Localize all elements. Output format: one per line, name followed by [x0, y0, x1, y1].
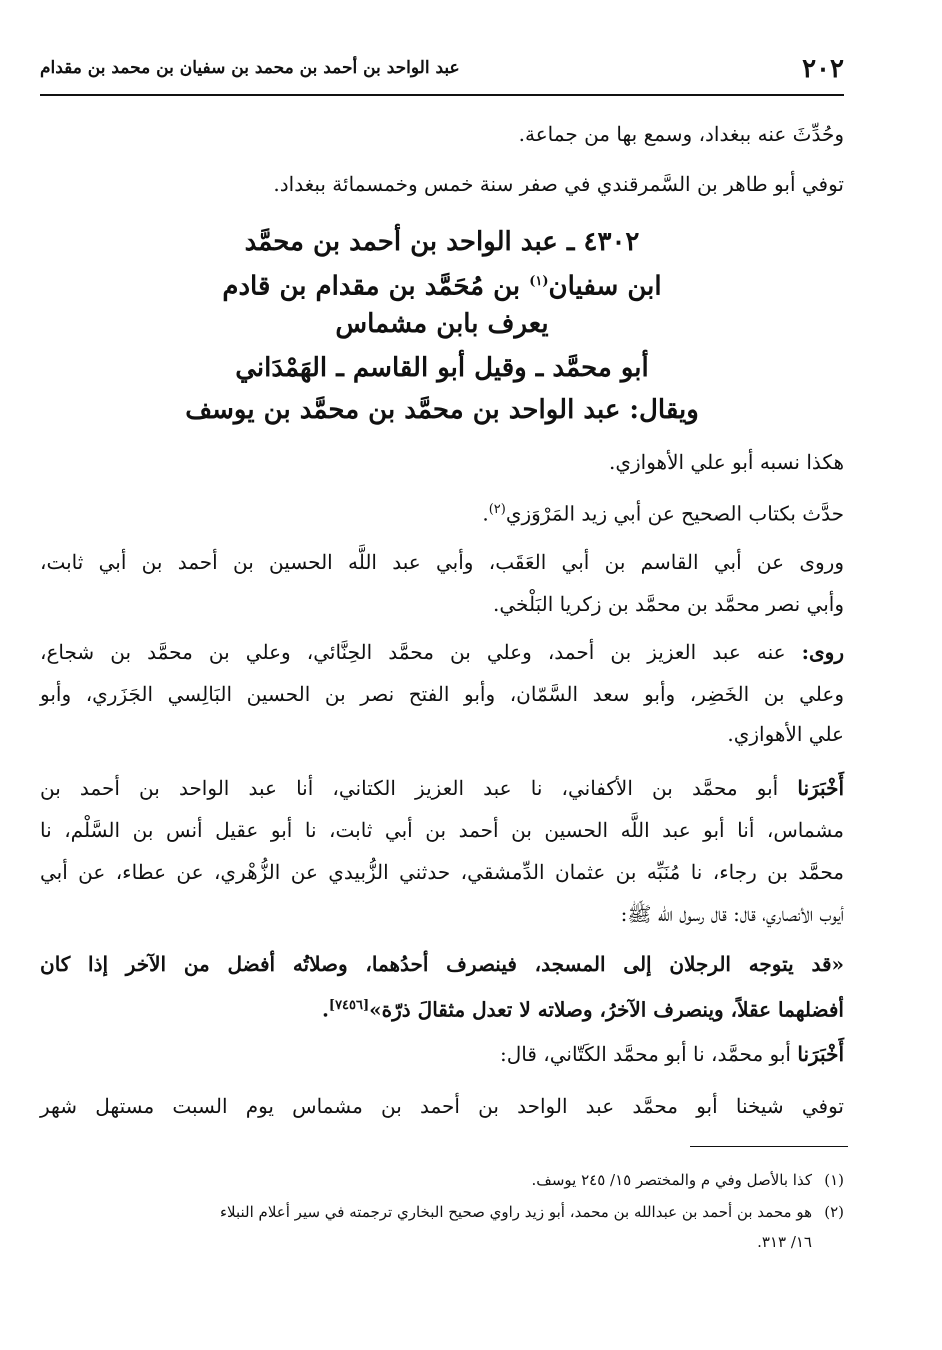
text-line: علي الأهوازي. [727, 722, 844, 746]
entry-heading-line: يعرف بابن مشماس [335, 309, 549, 339]
text-line: وحُدِّثَ عنه ببغداد، وسمع بها من جماعة. [518, 122, 844, 146]
footnote-marker: (٢) [488, 502, 506, 517]
text-line: توفي شيخنا أبو محمَّد عبد الواحد بن أحمد بن مشماس يوم السبت مستهل شهر [40, 1094, 844, 1118]
text-line: توفي أبو طاهر بن السَّمرقندي في صفر سنة خمس وخمسمائة ببغداد. [273, 172, 844, 196]
running-title: عبد الواحد بن أحمد بن محمد بن سفيان بن محمد بن مقدام [40, 58, 460, 78]
entry-heading-line: ٤٣٠٢ ـ عبد الواحد بن أحمد بن محمَّد [244, 227, 640, 257]
text-line [40, 772, 844, 804]
text-span: . [482, 501, 489, 526]
page-number: ٢٠٢ [802, 54, 844, 84]
isnad-label: أَخْبَرَنا [797, 1042, 844, 1066]
hadith-text-line: «قد يتوجه الرجلان إلى المسجد، فينصرف أحدُهما، وصلاتُه أفضل من الآخر إذا كان [40, 952, 844, 976]
text-span: أبو محمَّد، نا أبو محمَّد الكَتّاني، قال: [500, 1042, 798, 1066]
text-line [482, 494, 844, 530]
footnote-marker: (١) [529, 274, 549, 289]
text-line: وروى عن أبي القاسم بن أبي العَقَب، وأبي عبد اللَّه الحسين بن أحمد بن أبي ثابت، [40, 550, 844, 574]
text-span: أفضلهما عقلاً، وينصرف الآخرُ، وصلاته لا تعدل مثقالَ ذرّة» [369, 997, 844, 1022]
footnote-text: هو محمد بن أحمد بن عبدالله بن محمد، أبو زيد راوي صحيح البخاري ترجمته في سير أعلام النبلاء [219, 1203, 812, 1221]
entry-heading-line: أبو محمَّد ـ وقيل أبو القاسم ـ الهَمْدَاني [235, 353, 649, 383]
heading-text: بن مُحَمَّد بن مقدام بن قادم [222, 271, 530, 302]
page-header [40, 50, 844, 94]
text-span: أبو محمَّد بن الأكفاني، نا عبد العزيز الكتاني، أنا عبد الواحد بن أحمد بن [40, 776, 798, 800]
footnote-text-continued: ١٦/ ٣١٣. [757, 1233, 812, 1251]
text-line: محمَّد بن رجاء، نا مُنَبِّه بن عثمان الدِّمشقي، حدثني الزُّبيدي عن الزُّهْري، عن عطاء، عن أبي [40, 860, 844, 884]
text-line [40, 636, 844, 668]
text-line [500, 1038, 844, 1070]
text-line: أيوب الأنصاري، قال: قال رسول الله ﷺ: [620, 902, 844, 926]
hadith-reference-number: [٧٤٥٦] [328, 998, 370, 1013]
heading-text: ابن سفيان [548, 271, 662, 302]
entry-heading-line: ويقال: عبد الواحد بن محمَّد بن محمَّد بن يوسف [185, 395, 699, 425]
text-span: . [321, 997, 329, 1022]
text-line: وأبي نصر محمَّد بن محمَّد بن زكريا البَلْخي. [493, 592, 844, 616]
text-span: حدَّث بكتاب الصحيح عن أبي زيد المَرْوَزي [505, 501, 844, 526]
footnote-number: (١) [824, 1171, 844, 1189]
footnote-number: (٢) [824, 1203, 844, 1221]
entry-heading-line [40, 262, 844, 307]
text-line: مشماس، أنا أبو عبد اللَّه الحسين بن أحمد بن أبي ثابت، نا أبو عقيل أنس بن السَّلْم، نا [40, 818, 844, 842]
hadith-text-line [322, 990, 844, 1026]
footnote-divider [690, 1146, 848, 1147]
section-label: روى: [801, 640, 844, 664]
isnad-label: أَخْبَرَنا [797, 776, 844, 800]
text-line: وعلي بن الخَضِر، وأبو سعد السَّمّان، وأبو الفتح نصر بن الحسين البَالِسي الجَزَري، وأبو [40, 682, 844, 706]
footnote-text: كذا بالأصل وفي م والمختصر ١٥/ ٢٤٥ يوسف. [531, 1171, 812, 1189]
text-line: هكذا نسبه أبو علي الأهوازي. [609, 450, 844, 474]
header-divider [40, 94, 844, 96]
text-span: عنه عبد العزيز بن أحمد، وعلي بن محمَّد الحِنَّائي، وعلي بن محمَّد بن شجاع، [40, 640, 802, 664]
